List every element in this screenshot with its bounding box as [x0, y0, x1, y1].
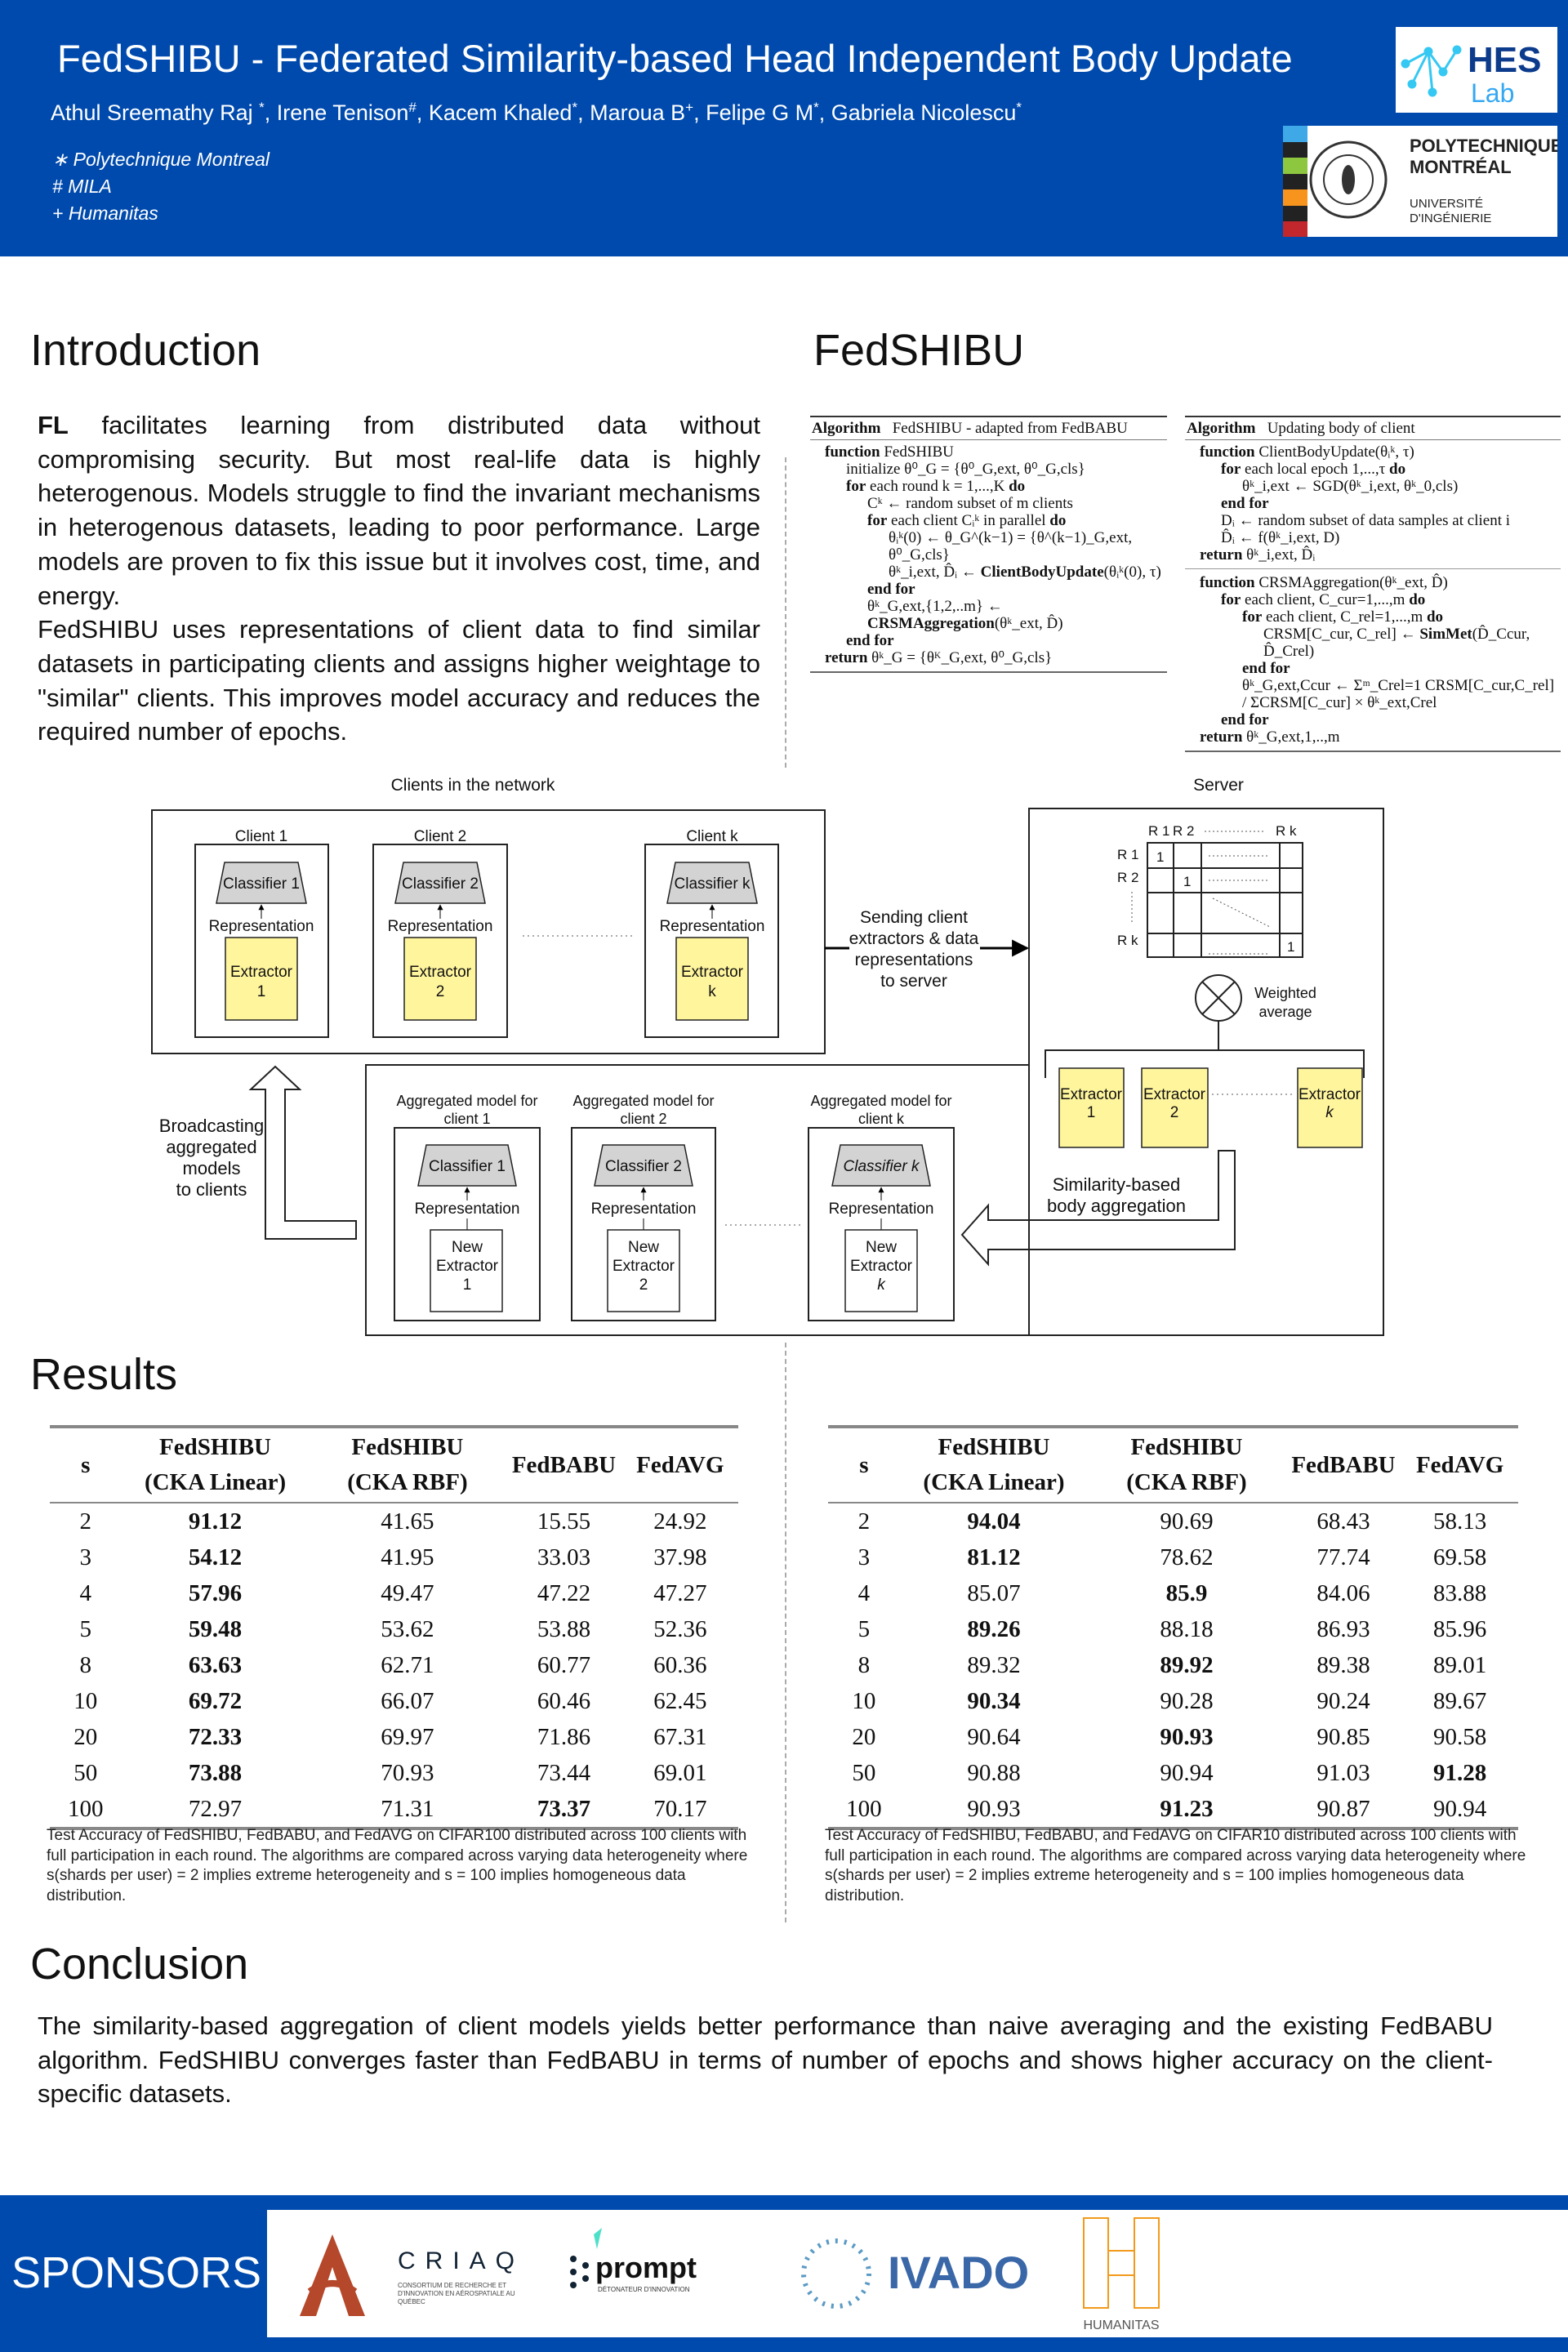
affiliation: ∗ Polytechnique Montreal — [52, 149, 270, 170]
svg-text:R 2: R 2 — [1117, 870, 1139, 885]
fl-term: FL — [38, 411, 69, 439]
svg-text:1: 1 — [256, 983, 266, 1000]
table-cell: 90.34 — [967, 1688, 1021, 1714]
author: , Maroua B — [577, 100, 686, 125]
table-row — [50, 1719, 738, 1755]
table-cell: 72.33 — [188, 1724, 243, 1750]
svg-text:Representation: Representation — [659, 918, 765, 935]
table-cell: 24.92 — [653, 1508, 707, 1535]
column-header: FedAVG — [1401, 1427, 1518, 1503]
table-cell: 15.55 — [537, 1508, 591, 1535]
author: Athul Sreemathy Raj — [51, 100, 260, 125]
table-cell: 100 — [846, 1796, 882, 1822]
clients-title: Clients in the network — [390, 776, 555, 795]
algorithm-line: end for — [867, 581, 915, 598]
svg-text:New: New — [451, 1239, 483, 1256]
algorithm-line: for each client, C_cur=1,...,m do — [1221, 591, 1426, 608]
svg-text:2: 2 — [435, 983, 445, 1000]
svg-text:1: 1 — [1287, 939, 1295, 955]
table-cell: 89.67 — [1433, 1688, 1487, 1714]
table-cell: 2 — [858, 1508, 871, 1535]
svg-text:R k: R k — [1276, 823, 1297, 839]
author: , Felipe G M — [693, 100, 814, 125]
aggregated-model-1 — [394, 1093, 540, 1321]
table-row — [828, 1683, 1518, 1719]
table-cell: 8 — [79, 1652, 92, 1678]
table-cell: 85.07 — [967, 1580, 1021, 1606]
algorithm-line: for each round k = 1,...,K do — [846, 478, 1026, 495]
table-cell: 85.96 — [1433, 1616, 1487, 1642]
table-cell: 50 — [74, 1760, 98, 1786]
svg-text:R 2: R 2 — [1173, 823, 1195, 839]
table-row — [828, 1647, 1518, 1683]
polytechnique-logo — [1283, 126, 1557, 237]
svg-text:Aggregated model for: Aggregated model for — [572, 1093, 715, 1109]
table-cell: 62.71 — [381, 1652, 434, 1678]
svg-text:Representation: Representation — [387, 918, 493, 935]
table-cell: 60.36 — [653, 1652, 707, 1678]
column-header: FedBABU — [506, 1427, 621, 1503]
algorithm-line: for each local epoch 1,...,τ do — [1221, 461, 1406, 478]
author: , Kacem Khaled — [416, 100, 572, 125]
table-cell: 100 — [68, 1796, 104, 1822]
table-cell: 73.88 — [188, 1760, 243, 1786]
table-cell: 37.98 — [653, 1544, 707, 1570]
table-cell: 54.12 — [188, 1544, 243, 1570]
table-cell: 89.38 — [1316, 1652, 1370, 1678]
conclusion-heading: Conclusion — [30, 1940, 249, 1989]
table-cell: 90.28 — [1160, 1688, 1214, 1714]
table-cell: 81.12 — [967, 1544, 1021, 1570]
svg-text:average: average — [1258, 1004, 1312, 1020]
table-cell: 47.22 — [537, 1580, 591, 1606]
table-row — [828, 1503, 1518, 1539]
table-cell: 5 — [858, 1616, 871, 1642]
algorithm-line: return θᵏ_G,ext,1,..,m — [1200, 728, 1340, 746]
poster-title: FedSHIBU - Federated Similarity-based Head Independent Body Update — [57, 37, 1293, 80]
table-row — [50, 1539, 738, 1575]
svg-text:Extractor: Extractor — [1298, 1086, 1361, 1103]
table-cell: 60.46 — [537, 1688, 591, 1714]
table-caption: Test Accuracy of FedSHIBU, FedBABU, and FedAVG on CIFAR10 distributed across 100 clients with full participation in each round. The algorithms are compared across varying data heterogeneity where s(shards per user) = 2 implies extreme heterogeneity and s = 100 implies homogeneous data distribution. — [825, 1827, 1526, 1904]
table-header-row — [50, 1427, 738, 1503]
svg-text:HUMANITAS: HUMANITAS — [1083, 2319, 1160, 2332]
algorithm-header: Algorithm FedSHIBU - adapted from FedBABU — [810, 416, 1167, 440]
sponsors-label: SPONSORS — [11, 2248, 262, 2297]
table-row — [828, 1611, 1518, 1647]
svg-text:Representation: Representation — [208, 918, 314, 935]
table-cell: 91.03 — [1316, 1760, 1370, 1786]
svg-text:Aggregated model for: Aggregated model for — [810, 1093, 952, 1109]
table-cell: 72.97 — [188, 1796, 243, 1822]
svg-text:1: 1 — [1183, 874, 1192, 889]
table-cell: 94.04 — [967, 1508, 1021, 1535]
svg-text:Representation: Representation — [590, 1200, 697, 1218]
svg-text:client 1: client 1 — [443, 1111, 491, 1127]
algorithm-line: return θᵏ_G = {θᴷ_G,ext, θ⁰_G,cls} — [825, 649, 1053, 666]
table-cell: 10 — [852, 1688, 876, 1714]
algorithm-header: Algorithm Updating body of client — [1185, 416, 1561, 440]
table-cell: 73.37 — [537, 1796, 591, 1822]
table-cell: 41.65 — [381, 1508, 434, 1535]
svg-text:MONTRÉAL: MONTRÉAL — [1410, 157, 1512, 177]
author: , Gabriela Nicolescu — [818, 100, 1017, 125]
table-cell: 89.32 — [967, 1652, 1021, 1678]
svg-text:Client 1: Client 1 — [234, 828, 288, 845]
algorithm-line: θᵏ_i,ext, D̂ᵢ ← ClientBodyUpdate(θᵢᵏ(0), τ) — [889, 564, 1161, 581]
table-cell: 59.48 — [188, 1616, 243, 1642]
table-cell: 53.88 — [537, 1616, 591, 1642]
svg-text:D'INGÉNIERIE: D'INGÉNIERIE — [1410, 212, 1492, 225]
algorithm-line: for each client Cᵢᵏ in parallel do — [867, 512, 1067, 529]
table-cell: 84.06 — [1316, 1580, 1370, 1606]
algorithm-line: θᵏ_i,ext ← SGD(θᵏ_i,ext, θᵏ_0,cls) — [1242, 478, 1459, 495]
table-cell: 73.44 — [537, 1760, 591, 1786]
table-cell: 49.47 — [381, 1580, 434, 1606]
table-cell: 62.45 — [653, 1688, 707, 1714]
algorithm-line: Cᵏ ← random subset of m clients — [867, 495, 1073, 512]
table-cell: 68.43 — [1316, 1508, 1370, 1535]
svg-text:client 2: client 2 — [620, 1111, 667, 1127]
svg-text:New: New — [865, 1239, 898, 1256]
column-header: FedSHIBU (CKA RBF) — [1088, 1427, 1285, 1503]
aggregated-model-2 — [572, 1093, 715, 1321]
algorithm-line: D̂ᵢ ← f(θᵏ_i,ext, D) — [1221, 529, 1340, 546]
algorithm-line: for each client, C_rel=1,...,m do — [1242, 608, 1444, 626]
svg-text:Extractor: Extractor — [680, 964, 744, 981]
server-extractors — [1059, 1068, 1362, 1147]
table-cell: 3 — [79, 1544, 92, 1570]
svg-text:body aggregation: body aggregation — [1046, 1196, 1187, 1216]
svg-text:Classifier 1: Classifier 1 — [429, 1158, 506, 1175]
table-cell: 89.26 — [967, 1616, 1021, 1642]
table-row — [50, 1647, 738, 1683]
affiliation: + Humanitas — [52, 203, 158, 224]
table-cell: 89.01 — [1433, 1652, 1487, 1678]
table-cell: 90.87 — [1316, 1796, 1370, 1822]
network-icon — [1396, 27, 1557, 113]
svg-text:IVADO: IVADO — [888, 2247, 1030, 2298]
table-cell: 53.62 — [381, 1616, 434, 1642]
svg-text:Aggregated model for: Aggregated model for — [396, 1093, 538, 1109]
svg-text:to server: to server — [880, 972, 947, 991]
svg-text:Representation: Representation — [414, 1200, 520, 1218]
algorithm-line: θᵏ_G,ext,{1,2,..m} ← CRSMAggregation(θᵏ_ext, D̂) — [867, 598, 1063, 632]
svg-text:UNIVERSITÉ: UNIVERSITÉ — [1410, 197, 1484, 211]
table-cell: 90.69 — [1160, 1508, 1214, 1535]
svg-text:1: 1 — [1156, 849, 1165, 865]
table-row — [828, 1539, 1518, 1575]
author-list — [51, 100, 1022, 126]
algorithm-line: θᵏ_G,ext,Ccur ← Σᵐ_Crel=1 CRSM[C_cur,C_rel] / ΣCRSM[C_cur] × θᵏ_ext,Crel — [1242, 677, 1555, 711]
results-table-cifar100 — [50, 1425, 738, 1830]
table-cell: 88.18 — [1160, 1616, 1214, 1642]
svg-text:Extractor: Extractor — [408, 964, 472, 981]
client-2 — [373, 828, 507, 1037]
table-cell: 20 — [74, 1724, 98, 1750]
table-row — [50, 1791, 738, 1829]
introduction-text — [38, 408, 760, 749]
algorithm-line: initialize θ⁰_G = {θ⁰_G,ext, θ⁰_G,cls} — [846, 461, 1085, 478]
table-cell: 20 — [852, 1724, 876, 1750]
column-header: FedAVG — [622, 1427, 738, 1503]
table-cell: 69.58 — [1433, 1544, 1487, 1570]
svg-text:2: 2 — [639, 1276, 648, 1294]
affiliation-mark: + — [685, 100, 694, 115]
client-k — [645, 828, 778, 1037]
svg-text:1: 1 — [1086, 1104, 1096, 1121]
table-cell: 69.72 — [188, 1688, 243, 1714]
introduction-heading: Introduction — [30, 326, 261, 375]
svg-text:Weighted: Weighted — [1254, 985, 1316, 1001]
svg-text:Extractor: Extractor — [435, 1258, 499, 1275]
svg-text:k: k — [877, 1276, 885, 1294]
table-cell: 86.93 — [1316, 1616, 1370, 1642]
svg-text:POLYTECHNIQUE: POLYTECHNIQUE — [1410, 136, 1557, 156]
weighted-average-icon — [1196, 975, 1241, 1021]
results-table-cifar10 — [828, 1425, 1518, 1830]
table-cell: 70.93 — [381, 1760, 434, 1786]
algorithm-fedshibu — [810, 416, 1167, 673]
svg-text:prompt: prompt — [595, 2251, 697, 2284]
svg-text:Representation: Representation — [828, 1200, 934, 1218]
table-cell: 33.03 — [537, 1544, 591, 1570]
affiliation-mark: * — [1016, 100, 1022, 115]
svg-text:Sending client: Sending client — [860, 908, 968, 927]
table-cell: 90.88 — [967, 1760, 1021, 1786]
table-cell: 71.31 — [381, 1796, 434, 1822]
svg-text:representations: representations — [854, 951, 973, 969]
algorithm-line: CRSM[C_cur, C_rel] ← SimMet(D̂_Ccur, D̂_Crel) — [1263, 626, 1530, 660]
table-cell: 52.36 — [653, 1616, 707, 1642]
svg-text:R 1: R 1 — [1148, 823, 1170, 839]
table-cell: 4 — [79, 1580, 92, 1606]
column-divider — [785, 457, 786, 768]
table-row — [50, 1683, 738, 1719]
svg-text:Client 2: Client 2 — [413, 828, 467, 845]
client-1 — [195, 828, 328, 1037]
sponsor-logos — [267, 2210, 1568, 2337]
column-header: FedSHIBU (CKA Linear) — [900, 1427, 1088, 1503]
svg-text:Client k: Client k — [686, 828, 738, 845]
table-cell: 90.24 — [1316, 1688, 1370, 1714]
table-cell: 91.12 — [188, 1508, 243, 1535]
table-cell: 67.31 — [653, 1724, 707, 1750]
svg-text:R k: R k — [1117, 933, 1138, 948]
intro-p2: FedSHIBU uses representations of client data to find similar datasets in participating clients and assigns higher weightage to "similar" clients. This improves model accuracy and reduces the required number of epochs. — [38, 615, 760, 746]
hes-lab-logo — [1396, 27, 1557, 113]
broadcast-text — [159, 1116, 264, 1200]
affiliation-mark: * — [572, 100, 578, 115]
algorithm-line: Dᵢ ← random subset of data samples at client i — [1221, 512, 1510, 529]
algorithm-client-body-update — [1185, 416, 1561, 752]
server-title: Server — [1193, 776, 1244, 795]
svg-text:to clients: to clients — [176, 1179, 247, 1200]
svg-text:2: 2 — [1169, 1104, 1179, 1121]
table-cell: 90.94 — [1433, 1796, 1487, 1822]
fedshibu-heading: FedSHIBU — [813, 326, 1025, 375]
svg-text:Classifier 2: Classifier 2 — [402, 875, 479, 893]
svg-text:Broadcasting: Broadcasting — [158, 1116, 265, 1136]
affiliation-mark: * — [259, 100, 265, 115]
svg-text:New: New — [627, 1239, 660, 1256]
table-cell: 58.13 — [1433, 1508, 1487, 1535]
algorithm-line: end for — [1221, 495, 1269, 512]
table-row — [828, 1719, 1518, 1755]
algorithm-line: θᵢᵏ(0) ← θ_G^(k−1) = {θ^(k−1)_G,ext, θ⁰_G,cls} — [889, 529, 1133, 564]
table-cell: 50 — [852, 1760, 876, 1786]
table-cell: 2 — [79, 1508, 92, 1535]
table-cell: 10 — [74, 1688, 98, 1714]
svg-text:CRIAQ: CRIAQ — [398, 2247, 525, 2274]
table-cell: 70.17 — [653, 1796, 707, 1822]
table-cell: 78.62 — [1160, 1544, 1214, 1570]
svg-text:Classifier k: Classifier k — [843, 1158, 920, 1175]
table-cell: 90.93 — [967, 1796, 1021, 1822]
svg-text:Extractor: Extractor — [1143, 1086, 1206, 1103]
affiliation-mark: * — [813, 100, 819, 115]
svg-text:Classifier k: Classifier k — [674, 875, 751, 893]
table-cell: 63.63 — [188, 1652, 243, 1678]
table-cell: 66.07 — [381, 1688, 434, 1714]
svg-text:client k: client k — [858, 1111, 905, 1127]
table-row — [50, 1611, 738, 1647]
ivado-logo — [804, 2241, 1029, 2306]
svg-text:DÉTONATEUR D'INNOVATION: DÉTONATEUR D'INNOVATION — [598, 2286, 690, 2293]
table-cell: 85.9 — [1165, 1580, 1208, 1606]
algorithm-line: function ClientBodyUpdate(θᵢᵏ, τ) — [1200, 443, 1414, 461]
algorithm-line: end for — [1221, 711, 1269, 728]
svg-text:1: 1 — [462, 1276, 472, 1294]
prompt-logo — [570, 2228, 697, 2293]
table-cell: 4 — [858, 1580, 871, 1606]
table-row — [828, 1575, 1518, 1611]
svg-text:k: k — [1325, 1104, 1334, 1121]
svg-text:Extractor: Extractor — [229, 964, 293, 981]
column-header: FedSHIBU (CKA RBF) — [309, 1427, 506, 1503]
svg-text:models: models — [182, 1158, 241, 1178]
table-cell: 57.96 — [188, 1580, 243, 1606]
svg-text:Similarity-based: Similarity-based — [1052, 1174, 1181, 1195]
table-caption: Test Accuracy of FedSHIBU, FedBABU, and FedAVG on CIFAR100 distributed across 100 clients with full participation in each round. The algorithms are compared across varying data heterogeneity where s(shards per user) = 2 implies extreme heterogeneity and s = 100 implies homogeneous data distribution. — [47, 1827, 748, 1904]
svg-text:extractors & data: extractors & data — [849, 929, 979, 948]
broadcast-arrow — [251, 1067, 356, 1239]
svg-text:k: k — [708, 983, 716, 1000]
svg-text:Lab: Lab — [1471, 78, 1515, 108]
column-header: s — [50, 1427, 122, 1503]
table-cell: 89.92 — [1160, 1652, 1214, 1678]
results-heading: Results — [30, 1350, 178, 1399]
column-header: FedSHIBU (CKA Linear) — [122, 1427, 310, 1503]
table-cell: 60.77 — [537, 1652, 591, 1678]
table-cell: 41.95 — [381, 1544, 434, 1570]
send-text — [849, 905, 980, 991]
author: , Irene Tenison — [264, 100, 409, 125]
svg-text:Extractor: Extractor — [849, 1258, 913, 1275]
seal-icon — [1311, 142, 1386, 217]
table-row — [50, 1575, 738, 1611]
svg-text:Classifier 2: Classifier 2 — [605, 1158, 682, 1175]
table-cell: 8 — [858, 1652, 871, 1678]
svg-text:Classifier 1: Classifier 1 — [223, 875, 300, 893]
svg-text:HES: HES — [1468, 40, 1542, 80]
table-cell: 69.97 — [381, 1724, 434, 1750]
algorithm-line: function CRSMAggregation(θᵏ_ext, D̂) — [1200, 574, 1448, 591]
criaq-subtitle: CONSORTIUM DE RECHERCHE ET D'INNOVATION EN AÉROSPATIALE AU QUÉBEC — [398, 2282, 515, 2305]
table-row — [828, 1791, 1518, 1829]
table-cell: 90.64 — [967, 1724, 1021, 1750]
column-header: FedBABU — [1285, 1427, 1402, 1503]
table-cell: 90.93 — [1160, 1724, 1214, 1750]
svg-text:R 1: R 1 — [1117, 847, 1139, 862]
table-cell: 3 — [858, 1544, 871, 1570]
algorithm-line: end for — [846, 632, 894, 649]
svg-text:Extractor: Extractor — [1059, 1086, 1123, 1103]
algorithm-line: end for — [1242, 660, 1290, 677]
table-row — [50, 1503, 738, 1539]
table-cell: 47.27 — [653, 1580, 707, 1606]
table-row — [828, 1755, 1518, 1791]
table-cell: 71.86 — [537, 1724, 591, 1750]
svg-text:Extractor: Extractor — [612, 1258, 675, 1275]
table-row — [50, 1755, 738, 1791]
intro-p1: facilitates learning from distributed data without compromising security. But most real-life data is highly heterogenous. Models struggle to find the invariant mechanisms in heterogenous datasets, leading to poor performance. Large models are proven to fix this issue but it involves cost, time, and energy. — [38, 411, 760, 610]
table-cell: 5 — [79, 1616, 92, 1642]
table-cell: 90.58 — [1433, 1724, 1487, 1750]
table-cell: 90.85 — [1316, 1724, 1370, 1750]
algorithm-line: return θᵏ_i,ext, D̂ᵢ — [1200, 546, 1316, 564]
table-cell: 90.94 — [1160, 1760, 1214, 1786]
table-header-row — [828, 1427, 1518, 1503]
table-cell: 91.23 — [1160, 1796, 1214, 1822]
affiliation: # MILA — [52, 176, 112, 197]
conclusion-text: The similarity-based aggregation of client models yields better performance than naive averaging and the existing FedBABU algorithm. FedSHIBU converges faster than FedBABU in terms of number of epochs and shows higher accuracy on the client-specific datasets. — [38, 2011, 1493, 2109]
column-divider — [785, 1343, 786, 1922]
table-cell: 91.28 — [1433, 1760, 1487, 1786]
affiliation-mark: # — [408, 100, 416, 115]
similarity-matrix — [1117, 823, 1303, 957]
aggregated-model-k — [808, 1093, 954, 1321]
humanitas-logo — [1083, 2218, 1159, 2332]
algorithm-line: function FedSHIBU — [825, 443, 954, 461]
column-header: s — [828, 1427, 900, 1503]
table-cell: 77.74 — [1316, 1544, 1370, 1570]
table-cell: 69.01 — [653, 1760, 707, 1786]
svg-text:aggregated: aggregated — [166, 1137, 257, 1157]
table-cell: 83.88 — [1433, 1580, 1487, 1606]
architecture-diagram — [0, 760, 1568, 1348]
